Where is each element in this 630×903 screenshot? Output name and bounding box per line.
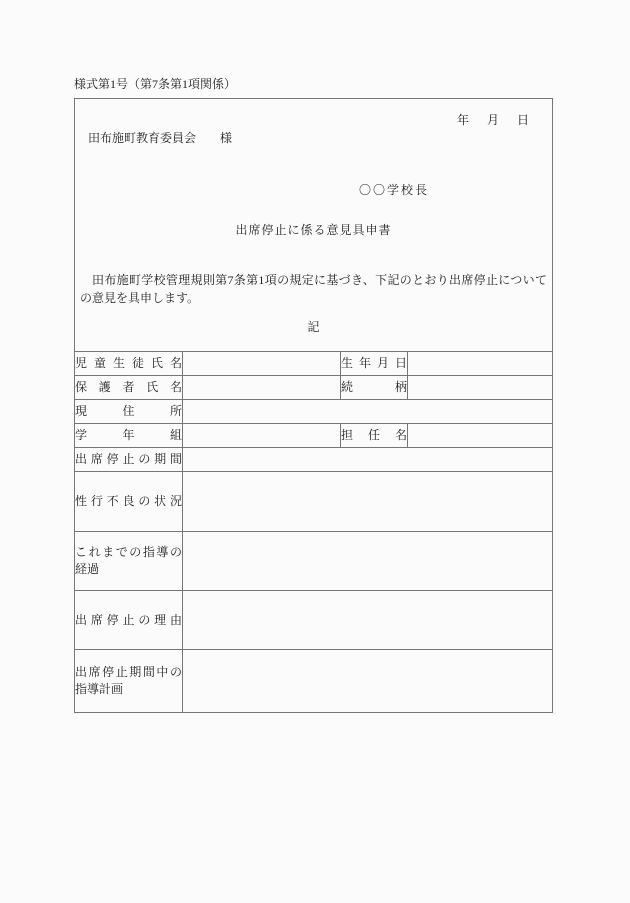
field-label-misconduct-status: 性行不良の状況	[75, 472, 183, 532]
field-label-address: 現住所	[75, 400, 183, 424]
field-label-grade-class: 学年組	[75, 424, 183, 448]
field-label-student-name: 児童生徒氏名	[75, 352, 183, 376]
field-value-guidance-history	[183, 532, 553, 591]
field-label-guidance-plan: 出席停止期間中の指導計画	[75, 650, 183, 713]
table-row	[75, 424, 553, 448]
table-row	[75, 400, 553, 424]
field-value-suspension-reason	[183, 591, 553, 650]
field-label-suspension-reason: 出席停止の理由	[75, 591, 183, 650]
field-value-address	[183, 400, 553, 424]
table-row	[75, 376, 553, 400]
field-value-birth-date	[408, 352, 553, 376]
field-label-relationship: 続柄	[341, 376, 408, 400]
table-row	[75, 472, 553, 532]
field-value-suspension-period	[183, 448, 553, 472]
body-paragraph: 田布施町学校管理規則第7条第1項の規定に基づき、下記のとおり出席停止についての意見を具申します。	[80, 273, 548, 305]
field-value-relationship	[408, 376, 553, 400]
sender-line: 〇〇学校長	[359, 183, 430, 197]
form-header-area	[75, 99, 553, 352]
field-label-guidance-history: これまでの指導の経過	[75, 532, 183, 591]
field-label-birth-date: 生年月日	[341, 352, 408, 376]
table-row	[75, 591, 553, 650]
field-value-grade-class	[183, 424, 341, 448]
field-value-misconduct-status	[183, 472, 553, 532]
table-row	[75, 650, 553, 713]
addressee-line: 田布施町教育委員会 様	[88, 131, 233, 145]
field-label-teacher-name: 担任名	[341, 424, 408, 448]
field-value-student-name	[183, 352, 341, 376]
field-label-suspension-period: 出席停止の期間	[75, 448, 183, 472]
ki-marker: 記	[307, 320, 320, 334]
field-value-guidance-plan	[183, 650, 553, 713]
form-number-label: 様式第1号（第7条第1項関係）	[74, 77, 237, 91]
table-row	[75, 352, 553, 376]
field-label-guardian-name: 保護者氏名	[75, 376, 183, 400]
field-value-teacher-name	[408, 424, 553, 448]
opinion-form	[74, 98, 553, 713]
date-line: 年 月 日	[457, 113, 533, 127]
table-row	[75, 448, 553, 472]
document-title: 出席停止に係る意見具申書	[235, 223, 392, 237]
table-row	[75, 532, 553, 591]
field-value-guardian-name	[183, 376, 341, 400]
